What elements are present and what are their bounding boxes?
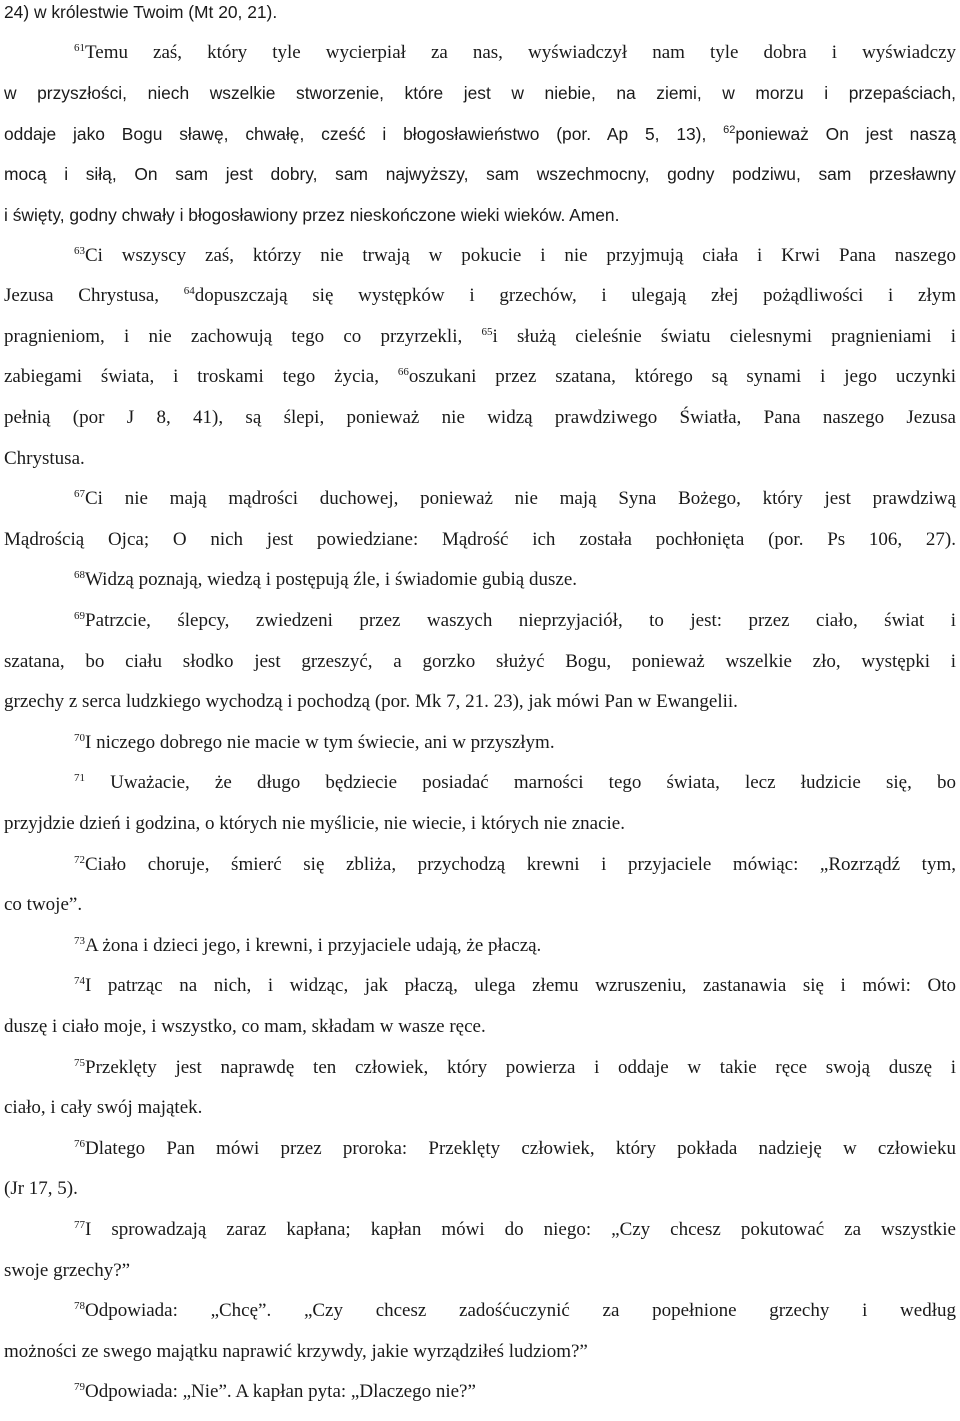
verse-number: 70 xyxy=(74,731,85,744)
line-text: I niczego dobrego nie macie w tym świecie, ani w przyszłym. xyxy=(85,731,555,753)
text-line xyxy=(74,1299,956,1323)
line-text: Ci wszyscy zaś, którzy nie trwają w pokucie i nie przyjmują ciała i Krwi Pana naszego xyxy=(85,244,956,266)
text-line xyxy=(74,568,956,592)
text-line xyxy=(4,406,956,430)
text-line xyxy=(4,528,956,552)
line-text: w przyszłości, niech wszelkie stworzenie, które jest w niebie, na ziemi, w morzu i przepaściach, xyxy=(4,83,956,104)
text-line xyxy=(74,609,956,633)
line-text: Patrzcie, ślepcy, zwiedzeni przez waszych nieprzyjaciół, to jest: przez ciało, świat i xyxy=(85,610,956,631)
verse-number: 73 xyxy=(74,934,85,947)
line-text: Dlatego Pan mówi przez proroka: Przeklęty człowiek, który pokłada nadzieję w człowieku xyxy=(85,1137,956,1159)
line-text: zabiegami świata, i troskami tego życia, xyxy=(4,366,398,388)
text-line xyxy=(74,974,956,998)
text-line xyxy=(74,1137,956,1161)
text-line xyxy=(4,812,956,836)
text-line xyxy=(4,122,956,146)
line-text: i święty, godny chwały i błogosławiony przez nieskończone wieki wieków. Amen. xyxy=(4,205,620,225)
line-text: pragnieniom, i nie zachowują tego co przyrzekli, xyxy=(4,325,482,347)
line-text: I patrząc na nich, i widząc, jak płaczą, ulega złemu wzruszeniu, zastanawia się i mówi: Oto xyxy=(85,975,956,997)
verse-number: 79 xyxy=(74,1381,85,1394)
text-line xyxy=(4,325,956,349)
line-text: oddaje jako Bogu sławę, chwałę, cześć i błogosławieństwo (por. Ap 5, 13), xyxy=(4,123,724,144)
line-text: grzechy z serca ludzkiego wychodzą i pochodzą (por. Mk 7, 21. 23), jak mówi Pan w Ewangelii. xyxy=(4,691,738,713)
line-text: Jezusa Chrystusa, xyxy=(4,285,184,307)
line-text: I sprowadzają zaraz kapłana; kapłan mówi do niego: „Czy chcesz pokutować za wszystkie xyxy=(85,1219,956,1240)
line-text: oszukani przez szatana, którego są synami i jego uczynki xyxy=(408,366,956,388)
text-line xyxy=(74,487,956,511)
verse-number: 64 xyxy=(183,285,195,298)
verse-number: 68 xyxy=(74,569,85,582)
line-text: Ciało choruje, śmierć się zbliża, przychodzą krewni i przyjaciele mówiąc: „Rozrządź tym, xyxy=(85,853,956,875)
text-line xyxy=(4,365,956,389)
verse-number: 76 xyxy=(74,1137,85,1150)
text-line xyxy=(4,1015,956,1039)
line-text: Chrystusa. xyxy=(4,447,85,469)
verse-number: 75 xyxy=(74,1056,85,1069)
text-line xyxy=(4,162,956,186)
line-text: dopuszczają się występków i grzechów, i ulegają złej pożądliwości i złym xyxy=(194,285,956,307)
text-line xyxy=(74,1056,956,1080)
line-text: Przeklęty jest naprawdę ten człowiek, który powierza i oddaje w takie ręce swoją duszę i xyxy=(85,1056,956,1078)
text-line xyxy=(4,1096,956,1120)
text-line xyxy=(74,771,956,795)
line-text: 24) w królestwie Twoim (Mt 20, 21). xyxy=(4,2,278,22)
text-line xyxy=(4,0,956,24)
text-line xyxy=(4,284,956,308)
line-text: (Jr 17, 5). xyxy=(4,1178,78,1200)
text-line xyxy=(4,447,956,471)
verse-number: 65 xyxy=(481,325,493,338)
text-line xyxy=(4,203,956,227)
line-text: mocą i siłą, On sam jest dobry, sam najwyższy, sam wszechmocny, godny podziwu, sam przesławny xyxy=(4,164,956,185)
line-text: pełnią (por J 8, 41), są ślepi, ponieważ nie widzą prawdziwego Światła, Pana naszego Jezusa xyxy=(4,407,956,428)
line-text: Uważacie, że długo będziecie posiadać marności tego świata, lecz łudzicie się, bo xyxy=(85,772,956,794)
line-text: co twoje”. xyxy=(4,894,83,916)
text-line xyxy=(4,1259,956,1283)
line-text: i służą cieleśnie światu cielesnymi pragnieniami i xyxy=(492,325,956,347)
verse-number: 71 xyxy=(74,772,85,785)
line-text: szatana, bo ciału słodko jest grzeszyć, a gorzko służyć Bogu, ponieważ wszelkie zło, występki i xyxy=(4,650,956,672)
line-text: duszę i ciało moje, i wszystko, co mam, składam w wasze ręce. xyxy=(4,1016,486,1037)
text-line xyxy=(4,690,956,714)
line-text: Temu zaś, który tyle wycierpiał za nas, wyświadczył nam tyle dobra i wyświadczy xyxy=(85,41,956,63)
verse-number: 61 xyxy=(74,41,85,54)
text-line xyxy=(74,934,956,958)
text-line xyxy=(74,731,956,755)
verse-number: 78 xyxy=(74,1300,85,1313)
text-line xyxy=(74,244,956,268)
text-line xyxy=(4,893,956,917)
text-line xyxy=(4,650,956,674)
text-line xyxy=(74,41,956,65)
text-line xyxy=(74,1380,956,1404)
line-text: swoje grzechy?” xyxy=(4,1259,131,1281)
text-line xyxy=(74,853,956,877)
text-line xyxy=(4,1177,956,1201)
line-text: ciało, i cały swój majątek. xyxy=(4,1097,203,1119)
verse-number: 72 xyxy=(74,853,85,866)
verse-number: 67 xyxy=(74,488,85,501)
verse-number: 69 xyxy=(74,610,85,622)
text-line xyxy=(4,1340,956,1364)
line-text: A żona i dzieci jego, i krewni, i przyjaciele udają, że płaczą. xyxy=(85,934,542,956)
text-line xyxy=(74,1218,956,1242)
line-text: Widzą poznają, wiedzą i postępują źle, i świadomie gubią dusze. xyxy=(85,569,578,591)
verse-number: 77 xyxy=(74,1219,85,1231)
verse-number: 74 xyxy=(74,975,85,988)
verse-number: 63 xyxy=(74,244,85,257)
line-text: Ci nie mają mądrości duchowej, ponieważ nie mają Syna Bożego, który jest prawdziwą xyxy=(85,488,956,510)
line-text: ponieważ On jest naszą xyxy=(735,123,956,144)
line-text: Odpowiada: „Nie”. A kapłan pyta: „Dlaczego nie?” xyxy=(85,1381,476,1403)
line-text: Odpowiada: „Chcę”. „Czy chcesz zadośćuczynić za popełnione grzechy i według xyxy=(85,1300,956,1322)
line-text: Mądrością Ojca; O nich jest powiedziane: Mądrość ich została pochłonięta (por. Ps 106, 27). xyxy=(4,528,956,550)
line-text: możności ze swego majątku naprawić krzywdy, jakie wyrządziłeś ludziom?” xyxy=(4,1340,588,1362)
verse-number: 66 xyxy=(397,366,409,379)
verse-number: 62 xyxy=(723,123,736,136)
line-text: przyjdzie dzień i godzina, o których nie myślicie, nie wiecie, i których nie znacie. xyxy=(4,813,625,834)
text-line xyxy=(4,81,956,105)
